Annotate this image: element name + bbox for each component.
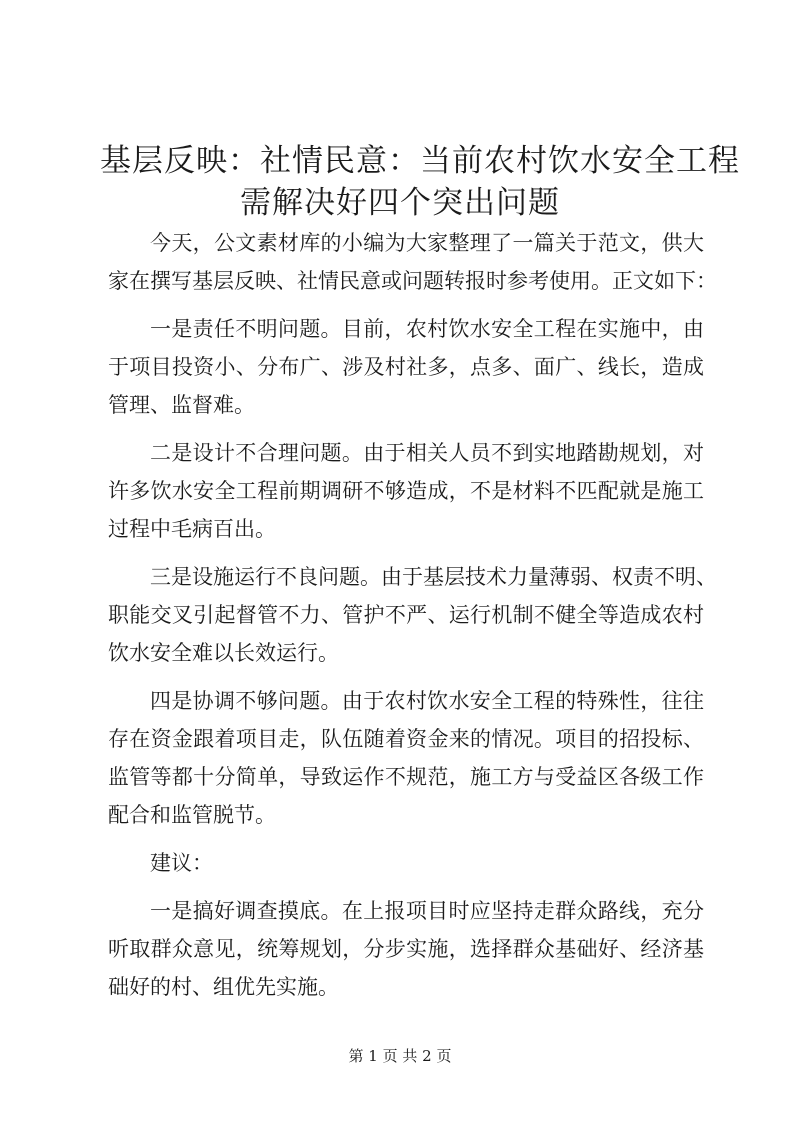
paragraph-line: 存在资金跟着项目走，队伍随着资金来的情况。项目的招投标、: [108, 727, 704, 751]
paragraph-intro: [108, 224, 717, 300]
paragraph-line: 四是协调不够问题。由于农村饮水安全工程的特殊性，往往: [150, 689, 704, 713]
paragraph-issue-2: [108, 434, 704, 548]
paragraph-issue-1: [108, 310, 704, 424]
paragraph-line: 二是设计不合理问题。由于相关人员不到实地踏勘规划，对: [150, 441, 704, 465]
paragraph-line: 今天，公文素材库的小编为大家整理了一篇关于范文，供大: [150, 231, 704, 255]
paragraph-line: 许多饮水安全工程前期调研不够造成，不是材料不匹配就是施工: [108, 479, 704, 503]
page-number-footer: 第 1 页 共 2 页: [348, 1047, 452, 1065]
paragraph-line: 于项目投资小、分布广、涉及村社多，点多、面广、线长，造成: [108, 355, 704, 379]
paragraph-line: 家在撰写基层反映、社情民意或问题转报时参考使用。正文如下：: [108, 269, 717, 293]
paragraph-suggestions-heading: [108, 844, 704, 882]
paragraph-line: 础好的村、组优先实施。: [108, 975, 339, 999]
paragraph-line: 饮水安全难以长效运行。: [108, 641, 339, 665]
paragraph-suggestion-1: [108, 892, 704, 1006]
paragraph-line: 过程中毛病百出。: [108, 517, 276, 541]
paragraph-line: 三是设施运行不良问题。由于基层技术力量薄弱、权责不明、: [150, 565, 717, 589]
paragraph-line: 配合和监管脱节。: [108, 803, 276, 827]
paragraph-line: 监管等都十分简单，导致运作不规范，施工方与受益区各级工作: [108, 765, 704, 789]
title-line: 基层反映：社情民意：当前农村饮水安全工程: [100, 143, 740, 179]
paragraph-line: 建议：: [150, 851, 213, 875]
paragraph-line: 一是搞好调查摸底。在上报项目时应坚持走群众路线，充分: [150, 899, 704, 923]
document-body: [108, 224, 717, 1006]
title-line: 需解决好四个突出问题: [240, 185, 560, 221]
document-title: [100, 140, 740, 224]
paragraph-issue-3: [108, 558, 717, 672]
paragraph-issue-4: [108, 682, 704, 834]
paragraph-line: 一是责任不明问题。目前，农村饮水安全工程在实施中，由: [150, 317, 704, 341]
paragraph-line: 职能交叉引起督管不力、管护不严、运行机制不健全等造成农村: [108, 603, 704, 627]
paragraph-line: 听取群众意见，统筹规划，分步实施，选择群众基础好、经济基: [108, 937, 704, 961]
paragraph-line: 管理、监督难。: [108, 393, 255, 417]
